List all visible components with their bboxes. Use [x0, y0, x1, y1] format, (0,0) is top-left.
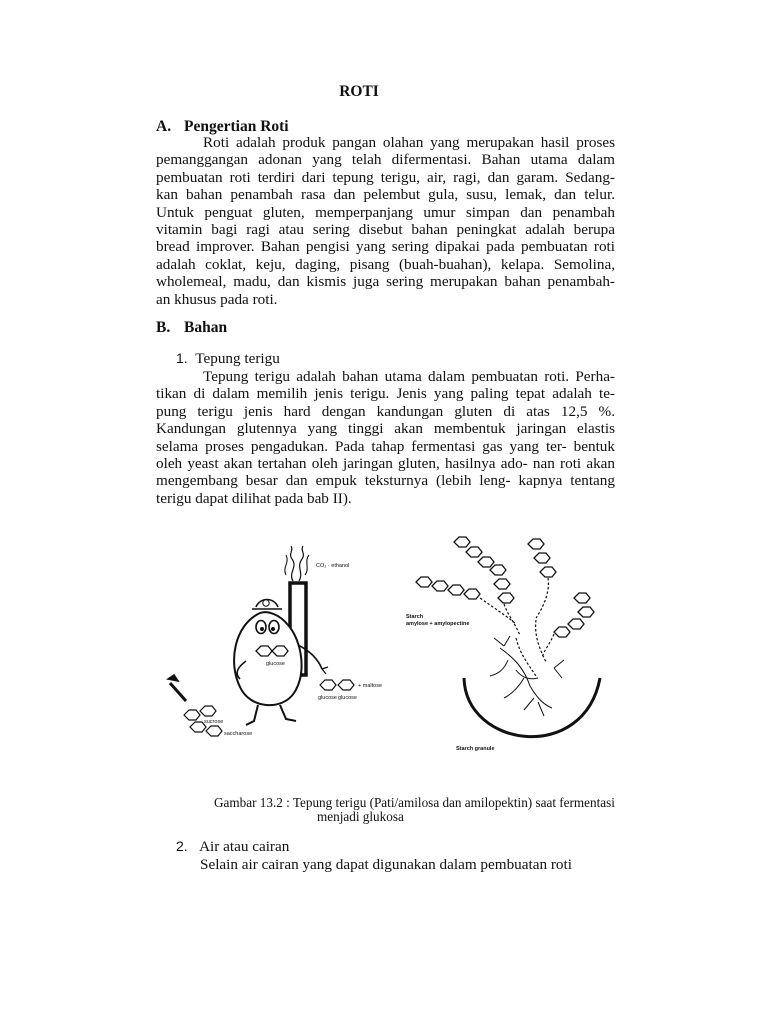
paragraph-line: kan bahan penambah rasa dan pelembut gula, susu, lemak, dan telur.	[156, 186, 615, 204]
paragraph-line: an khusus pada roti.	[156, 290, 278, 308]
figure-caption-line-1: Gambar 13.2 : Tepung terigu (Pati/amilosa dan amilopektin) saat fermentasi	[214, 795, 615, 810]
label-maltose: + maltose	[358, 683, 382, 689]
paragraph-line: adalah coklat, keju, daging, pisang (buah-buahan), kelapa. Semolina,	[156, 255, 615, 273]
label-sucrose: sucrose	[204, 719, 224, 725]
item-1-paragraph	[156, 368, 615, 507]
label-co2-ethanol: CO₂ · ethanol	[316, 563, 350, 569]
section-a-paragraph	[156, 134, 615, 308]
label-saccharose: saccharose	[224, 731, 253, 737]
label-glucose-mouth: glucose	[266, 661, 285, 667]
yeast-fermentation-illustration	[162, 545, 382, 740]
document-title: ROTI	[339, 83, 379, 100]
label-amylose-amylopectine: amylose + amylopectine	[406, 621, 470, 627]
paragraph-line: bread improver. Bahan pengisi yang sering dipakai pada pembuatan roti	[156, 238, 615, 256]
section-b-heading	[156, 319, 227, 336]
label-starch-granule: Starch granule	[456, 746, 495, 752]
section-a-title: Pengertian Roti	[184, 118, 289, 135]
paragraph-line: terigu dapat dilihat pada bab II).	[156, 489, 352, 507]
item-1-number: 1.	[176, 350, 188, 366]
paragraph-line: tikan di dalam memilih jenis terigu. Jenis yang paling tepat adalah te-	[156, 385, 615, 403]
paragraph-line: vitamin bagi ragi atau sering disebut bahan peningkat adalah berupa	[156, 221, 615, 239]
label-starch: Starch	[406, 614, 424, 620]
paragraph-line: mengembang besar dan empuk teksturnya (lebih leng- kapnya tentang	[156, 472, 615, 490]
section-b-title: Bahan	[184, 319, 228, 336]
item-2-number: 2.	[176, 838, 188, 854]
paragraph-line: Roti adalah produk pangan olahan yang merupakan hasil proses	[203, 134, 615, 151]
section-b-letter: B.	[156, 319, 171, 336]
paragraph-line: Kandungan glutennya yang tinggi akan membentuk jaringan elastis	[156, 420, 615, 438]
section-a-letter: A.	[156, 118, 172, 135]
section-a-heading	[156, 118, 289, 135]
paragraph-line: pembuatan roti terdiri dari tepung terigu, air, ragi, dan garam. Sedang-	[156, 168, 615, 186]
label-glucose-pair-left: glucose	[318, 695, 337, 701]
paragraph-line: oleh yeast akan tertahan oleh jaringan gluten, hasilnya ado- nan roti akan	[156, 455, 615, 473]
paragraph-line: Tepung terigu adalah bahan utama dalam pembuatan roti. Perha-	[203, 368, 615, 385]
item-1-heading	[176, 350, 280, 367]
paragraph-line: Selain air cairan yang dapat digunakan dalam pembuatan roti	[200, 856, 572, 873]
item-2-heading	[176, 838, 289, 855]
item-2-label: Air atau cairan	[199, 838, 290, 855]
starch-granule-illustration	[404, 528, 612, 756]
paragraph-line: selama proses pengadukan. Pada tahap fermentasi gas yang ter- bentuk	[156, 437, 615, 455]
figure-caption-line-2: menjadi glukosa	[317, 809, 404, 824]
paragraph-line: pung terigu jenis hard dengan kandungan gluten di atas 12,5 %.	[156, 402, 615, 420]
paragraph-line: pemanggangan adonan yang telah difermentasi. Bahan utama dalam	[156, 151, 615, 169]
label-glucose-pair-right: glucose	[338, 695, 357, 701]
item-1-label: Tepung terigu	[195, 350, 280, 367]
item-2-paragraph	[200, 856, 615, 873]
paragraph-line: Untuk penguat gluten, memperpanjang umur simpan dan penambah	[156, 203, 615, 221]
paragraph-line: wholemeal, madu, dan kismis juga sering merupakan bahan penambah-	[156, 273, 615, 291]
